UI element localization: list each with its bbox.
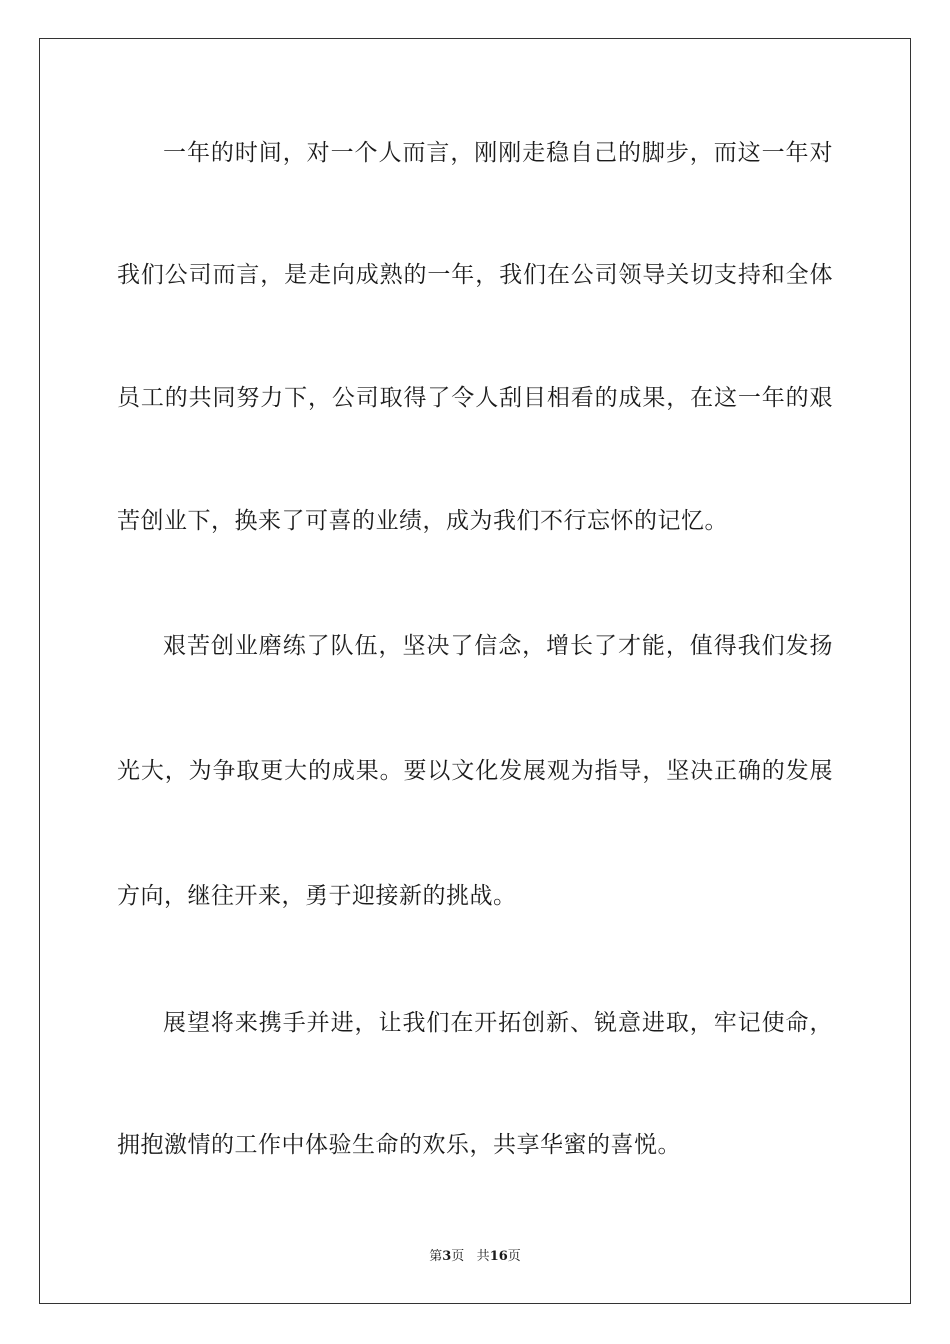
paragraph-1-line-4: 苦创业下，换来了可喜的业绩，成为我们不行忘怀的记忆。: [117, 508, 728, 534]
paragraph-2-line-1: 艰苦创业磨练了队伍，坚决了信念，增长了才能，值得我们发扬: [163, 633, 833, 659]
paragraph-2-line-3: 方向，继往开来，勇于迎接新的挑战。: [117, 883, 517, 909]
total-prefix: 共: [476, 1249, 490, 1264]
page-footer: [0, 1248, 950, 1266]
total-suffix: 页: [507, 1249, 521, 1264]
paragraph-1-line-3: 员工的共同努力下，公司取得了令人刮目相看的成果，在这一年的艰: [117, 385, 833, 411]
paragraph-3-line-1: 展望将来携手并进，让我们在开拓创新、锐意进取，牢记使命，: [163, 1010, 833, 1036]
page-suffix: 页: [451, 1249, 465, 1264]
page-border: [39, 38, 911, 1304]
paragraph-1-line-2: 我们公司而言，是走向成熟的一年，我们在公司领导关切支持和全体: [117, 262, 833, 288]
paragraph-3-line-2: 拥抱激情的工作中体验生命的欢乐，共享华蜜的喜悦。: [117, 1132, 681, 1158]
paragraph-2-line-2: 光大，为争取更大的成果。要以文化发展观为指导，坚决正确的发展: [117, 758, 833, 784]
paragraph-1-line-1: 一年的时间，对一个人而言，刚刚走稳自己的脚步，而这一年对: [163, 140, 833, 166]
page-number: 3: [442, 1249, 452, 1264]
page-prefix: 第: [429, 1249, 443, 1264]
total-pages: 16: [489, 1249, 508, 1264]
